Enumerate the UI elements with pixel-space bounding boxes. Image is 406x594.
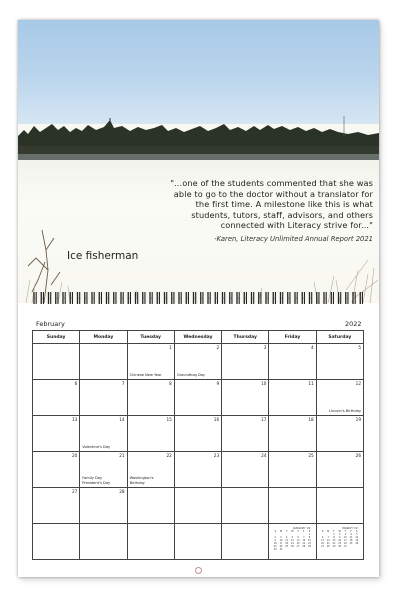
binding-coil xyxy=(266,292,269,304)
mini-day: 1 xyxy=(308,533,311,536)
mini-day: 12 xyxy=(355,536,359,539)
binding-coil xyxy=(353,292,356,304)
binding-coil xyxy=(273,292,276,304)
day-number: 17 xyxy=(261,417,267,422)
weekday-saturday: Saturday xyxy=(316,331,363,344)
photo-treeline xyxy=(18,116,379,166)
mini-calendar-grid xyxy=(320,530,360,548)
mini-calendar-title: JANUARY '22 xyxy=(292,526,311,530)
day-number: 8 xyxy=(169,381,172,386)
binding-coil xyxy=(135,292,138,304)
weekday-sunday: Sunday xyxy=(33,331,80,344)
mini-day: 28 xyxy=(326,545,330,548)
binding-coil xyxy=(309,292,312,304)
binding-coil xyxy=(77,292,80,304)
day-number: 28 xyxy=(119,489,125,494)
day-number: 2 xyxy=(216,345,220,350)
mini-day: 25 xyxy=(285,545,289,548)
binding-coil xyxy=(338,292,341,304)
binding-coil xyxy=(244,292,247,304)
binding-coil xyxy=(84,292,87,304)
mini-day xyxy=(307,548,313,551)
mini-day: 27 xyxy=(296,545,300,548)
mini-day: 1 xyxy=(333,533,335,536)
mini-day: 26 xyxy=(290,545,294,548)
binding-coil xyxy=(280,292,283,304)
mini-day: 14 xyxy=(302,539,306,542)
mini-day: 19 xyxy=(290,542,294,545)
day-number: 14 xyxy=(119,417,125,422)
binding-coil xyxy=(193,292,196,304)
binding-coil xyxy=(34,292,37,304)
day-cell xyxy=(269,344,316,380)
mini-calendar-march xyxy=(320,527,360,548)
day-cell xyxy=(33,416,80,452)
day-cell xyxy=(174,452,221,488)
month-grid xyxy=(32,330,364,560)
day-number: 16 xyxy=(213,417,220,422)
holiday-family-day: Family Day xyxy=(82,476,103,481)
day-number: 10 xyxy=(261,381,267,386)
day-cell xyxy=(222,344,269,380)
weekday-thursday: Thursday xyxy=(222,331,269,344)
day-cell xyxy=(127,452,174,488)
day-number: 3 xyxy=(263,345,267,350)
mini-day: 9 xyxy=(274,539,276,542)
mini-day: 4 xyxy=(285,536,288,539)
quote-line: able to go to the doctor without a translator for xyxy=(173,188,373,199)
day-cell xyxy=(316,452,363,488)
binding-coil xyxy=(200,292,203,304)
binding-coil xyxy=(48,292,51,304)
holiday-label: Washington's Birthday xyxy=(129,476,154,485)
mini-day: 20 xyxy=(321,542,324,545)
holiday-label: Lincoln's Birthday xyxy=(329,408,361,413)
mini-weekday: T xyxy=(297,530,299,533)
mini-day: 8 xyxy=(308,536,311,539)
mini-day: 10 xyxy=(343,536,347,539)
mini-weekday: S xyxy=(356,530,358,533)
binding-coil xyxy=(316,292,319,304)
mini-day: 5 xyxy=(291,536,294,539)
mini-day: 12 xyxy=(290,539,294,542)
mini-day: 16 xyxy=(338,539,342,542)
mini-weekday: S xyxy=(274,530,276,533)
day-cell xyxy=(33,380,80,416)
mini-day: 25 xyxy=(349,542,353,545)
day-cell xyxy=(127,380,174,416)
weekday-wednesday: Wednesday xyxy=(174,331,221,344)
day-number: 9 xyxy=(216,381,220,386)
day-cell xyxy=(316,344,363,380)
day-cell xyxy=(80,416,127,452)
day-cell xyxy=(269,380,316,416)
mini-day: 23 xyxy=(273,545,277,548)
holiday-label: Chinese New Year xyxy=(129,372,162,377)
day-number: 18 xyxy=(308,417,314,422)
day-cell xyxy=(316,524,363,560)
day-cell xyxy=(316,416,363,452)
day-cell xyxy=(33,488,80,524)
mini-day: 8 xyxy=(333,536,335,539)
quote-line: the first time. A milestone like this is what xyxy=(195,199,373,210)
day-cell xyxy=(174,524,221,560)
mini-calendar-january xyxy=(272,527,312,551)
week-row xyxy=(33,416,364,452)
mini-day: 14 xyxy=(326,539,330,542)
mini-day: 28 xyxy=(302,545,306,548)
week-row xyxy=(33,488,364,524)
day-cell xyxy=(80,380,127,416)
mini-weekday: F xyxy=(350,530,352,533)
mini-day: 7 xyxy=(303,536,305,539)
quote-line: connected with Literacy strive for..." xyxy=(220,220,373,231)
binding-coil xyxy=(345,292,348,304)
week-row xyxy=(33,524,364,560)
mini-day: 27 xyxy=(321,545,324,548)
mini-day: 6 xyxy=(297,536,299,539)
day-number: 22 xyxy=(166,453,172,458)
mini-day: 23 xyxy=(338,542,342,545)
mini-day: 11 xyxy=(285,539,289,542)
week-row xyxy=(33,380,364,416)
day-cell xyxy=(222,524,269,560)
mini-day: 7 xyxy=(327,536,329,539)
day-number: 7 xyxy=(121,381,125,386)
mini-weekday: F xyxy=(303,530,305,533)
binding-coil xyxy=(360,292,363,304)
mini-day: 4 xyxy=(350,533,352,536)
day-cell xyxy=(174,416,221,452)
photo-sky xyxy=(18,20,379,124)
day-cell xyxy=(174,344,221,380)
cover-photo xyxy=(18,20,379,303)
binding-coil xyxy=(208,292,211,304)
binding-coil xyxy=(331,292,334,304)
binding-coil xyxy=(215,292,218,304)
weekday-header-row xyxy=(33,331,364,344)
day-cell xyxy=(222,380,269,416)
binding-coil xyxy=(164,292,167,304)
day-cell xyxy=(269,416,316,452)
binding-coil xyxy=(258,292,261,304)
day-cell xyxy=(222,416,269,452)
week-row xyxy=(33,344,364,380)
quote-line: "...one of the students commented that she was xyxy=(170,178,373,188)
day-cell xyxy=(269,452,316,488)
binding-coil xyxy=(128,292,131,304)
binding-coil xyxy=(92,292,95,304)
binding-coil xyxy=(186,292,189,304)
mini-day: 17 xyxy=(343,539,347,542)
day-cell xyxy=(127,344,174,380)
weekday-friday: Friday xyxy=(269,331,316,344)
mini-day: 24 xyxy=(279,545,283,548)
mini-weekday: M xyxy=(327,530,330,533)
binding-coil xyxy=(179,292,182,304)
mini-day: 19 xyxy=(355,539,359,542)
day-number: 5 xyxy=(358,345,361,350)
day-number: 24 xyxy=(261,453,267,458)
binding-coil xyxy=(229,292,232,304)
calendar-page xyxy=(18,20,379,577)
binding-coil xyxy=(113,292,116,304)
mini-day xyxy=(354,545,360,548)
mini-day: 11 xyxy=(349,536,353,539)
day-cell xyxy=(222,488,269,524)
mini-day: 18 xyxy=(349,539,353,542)
mini-day: 13 xyxy=(296,539,300,542)
day-cell xyxy=(80,488,127,524)
month-title: February xyxy=(36,320,65,328)
day-number: 26 xyxy=(355,453,361,458)
binding-coil xyxy=(295,292,298,304)
day-number: 15 xyxy=(166,417,172,422)
mini-weekday: W xyxy=(338,530,341,533)
mini-day: 3 xyxy=(344,533,347,536)
day-cell xyxy=(127,488,174,524)
mini-day: 30 xyxy=(338,545,342,548)
mini-day: 18 xyxy=(285,542,289,545)
binding-coil xyxy=(121,292,124,304)
mini-day: 2 xyxy=(338,533,341,536)
day-cell xyxy=(127,524,174,560)
day-number: 21 xyxy=(119,453,125,458)
day-cell xyxy=(80,524,127,560)
mini-day: 31 xyxy=(343,545,347,548)
day-cell xyxy=(33,452,80,488)
day-number: 4 xyxy=(311,345,314,350)
mini-calendar-grid xyxy=(272,530,312,551)
mini-day: 2 xyxy=(274,536,276,539)
day-number: 11 xyxy=(308,381,314,386)
mini-day: 13 xyxy=(321,539,324,542)
binding-coil xyxy=(302,292,305,304)
mini-day: 17 xyxy=(279,542,283,545)
day-cell xyxy=(174,488,221,524)
day-cell xyxy=(80,452,127,488)
day-cell xyxy=(174,380,221,416)
quote-attribution: -Karen, Literacy Unlimited Annual Report 2021 xyxy=(214,235,373,243)
mini-day: 3 xyxy=(280,536,282,539)
spiral-binding xyxy=(30,291,368,305)
day-cell xyxy=(33,524,80,560)
mini-day: 26 xyxy=(355,542,359,545)
binding-coil xyxy=(237,292,240,304)
year-title: 2022 xyxy=(345,320,362,328)
mini-day: 31 xyxy=(279,548,283,551)
day-number: 20 xyxy=(71,453,78,458)
day-cell xyxy=(316,488,363,524)
holiday-label: Valentine's Day xyxy=(82,444,111,449)
mini-day: 21 xyxy=(302,542,306,545)
weekday-tuesday: Tuesday xyxy=(127,331,174,344)
mini-day: 29 xyxy=(332,545,336,548)
day-number: 13 xyxy=(71,417,78,422)
binding-coil xyxy=(70,292,73,304)
day-number: 1 xyxy=(169,345,172,350)
day-cell xyxy=(80,344,127,380)
mini-weekday: T xyxy=(333,530,335,533)
mini-day: 6 xyxy=(321,536,324,539)
day-cell xyxy=(269,524,316,560)
mini-weekday: M xyxy=(280,530,282,533)
mini-day: 21 xyxy=(326,542,330,545)
mini-day: 24 xyxy=(343,542,347,545)
binding-coil xyxy=(106,292,109,304)
day-number: 23 xyxy=(213,453,220,458)
mini-weekday: T xyxy=(344,530,347,533)
binding-coil xyxy=(142,292,145,304)
binding-coil xyxy=(324,292,327,304)
day-number: 6 xyxy=(74,381,78,386)
day-cell xyxy=(316,380,363,416)
mini-day: 10 xyxy=(279,539,283,542)
day-cell xyxy=(33,344,80,380)
mini-weekday: T xyxy=(285,530,288,533)
binding-coil xyxy=(171,292,174,304)
mini-day: 16 xyxy=(273,542,277,545)
binding-coil xyxy=(251,292,254,304)
binding-coil xyxy=(41,292,44,304)
quote-line: students, tutors, staff, advisors, and others xyxy=(191,209,373,220)
mini-weekday: S xyxy=(308,530,311,533)
binding-coil xyxy=(222,292,225,304)
binding-coil xyxy=(150,292,153,304)
day-number: 19 xyxy=(355,417,361,422)
binding-coil xyxy=(99,292,102,304)
day-number: 12 xyxy=(355,381,361,386)
binding-coil xyxy=(287,292,290,304)
hang-hole-bottom xyxy=(195,567,202,574)
mini-day: 9 xyxy=(338,536,341,539)
holiday-label: Groundhog Day xyxy=(176,372,206,377)
mini-calendar-title: MARCH '22 xyxy=(342,526,358,530)
holiday-presidents-day: President's Day xyxy=(82,480,111,485)
mini-weekday: W xyxy=(291,530,294,533)
day-cell xyxy=(269,488,316,524)
day-number: 27 xyxy=(71,489,78,494)
binding-coil xyxy=(157,292,160,304)
weekday-monday: Monday xyxy=(80,331,127,344)
mini-day: 22 xyxy=(332,542,336,545)
day-number: 25 xyxy=(308,453,314,458)
day-cell xyxy=(222,452,269,488)
mini-day: 29 xyxy=(308,545,311,548)
binding-coil xyxy=(63,292,66,304)
mini-day: 30 xyxy=(273,548,277,551)
photo-caption: Ice fisherman xyxy=(67,250,139,262)
day-cell xyxy=(127,416,174,452)
mini-day: 20 xyxy=(296,542,300,545)
quote-text xyxy=(123,178,373,231)
mini-day: 15 xyxy=(308,539,311,542)
mini-day: 15 xyxy=(332,539,336,542)
week-row xyxy=(33,452,364,488)
mini-weekday: S xyxy=(321,530,324,533)
mini-day: 22 xyxy=(308,542,311,545)
mini-day: 5 xyxy=(356,533,358,536)
binding-coil xyxy=(55,292,58,304)
holiday-label xyxy=(82,476,110,485)
